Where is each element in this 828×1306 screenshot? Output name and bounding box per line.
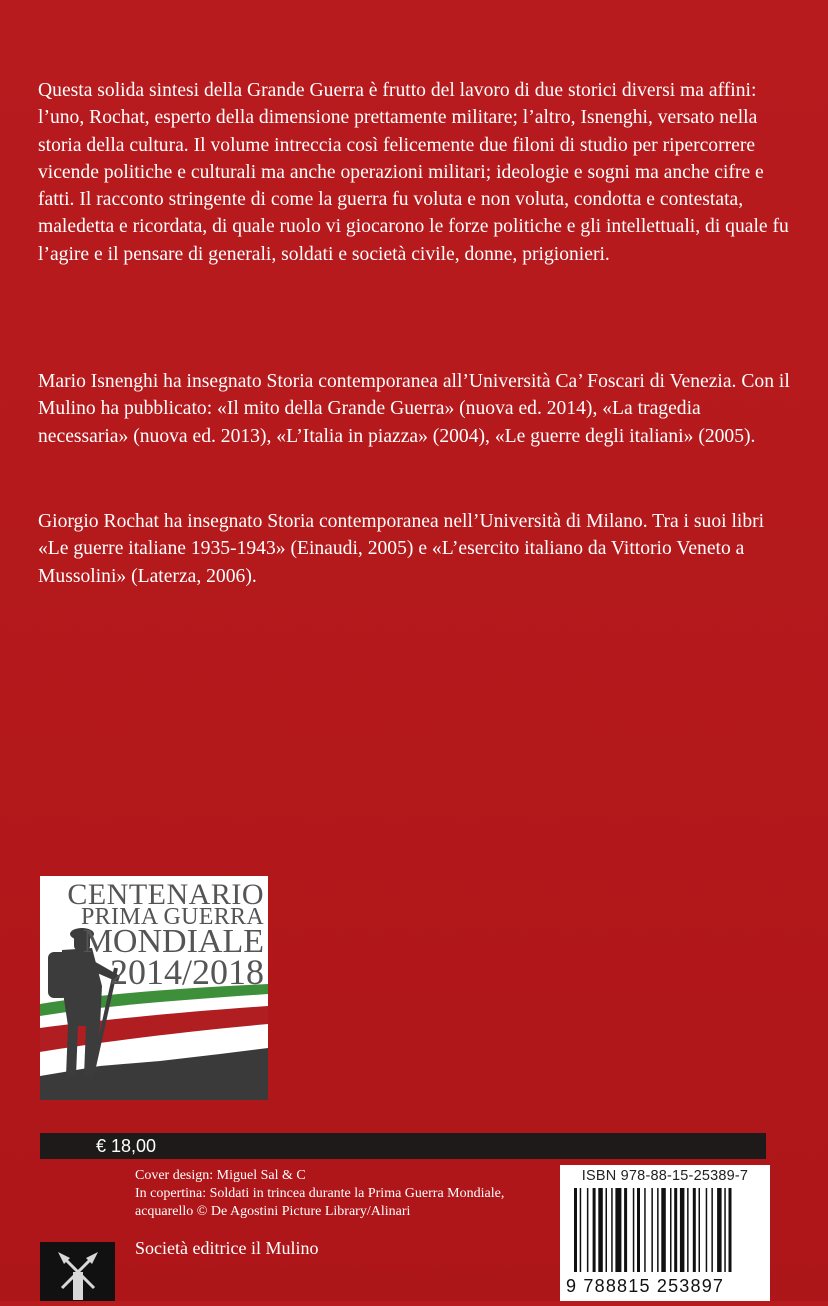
cover-image-credit: In copertina: Soldati in trincea durante la Prima Guerra Mondiale, [135,1186,505,1201]
price-label: € 18,00 [96,1136,157,1156]
book-summary: Questa solida sintesi della Grande Guerra è frutto del lavoro di due storici diversi ma affini: l’uno, Rochat, esperto della dimensione prettamente militare; l’altro, Isnenghi, versato nella storia della cultura. Il volume intreccia così felicemente due filoni di studio per ripercorrere vicende politiche e culturali ma anche operazioni militari; ideologie e sogni ma anche cifre e fatti. Il racconto stringente di come la guerra fu voluta e non voluta, condotta e contestata, maledetta e ricordata, di quale ruolo vi giocarono le forze politiche e gli intellettuali, di quale fu l’agire e il pensare di generali, soldati e società civile, donne, prigionieri. [38,80,789,265]
cover-design-credit: Cover design: Miguel Sal & C [135,1168,306,1183]
cover-image-source: acquarello © De Agostini Picture Library/Alinari [135,1204,411,1219]
isbn-label: ISBN 978-88-15-25389-7 [581,1168,749,1184]
mulino-windmill-icon [40,1242,115,1301]
barcode-digits: 9 788815 253897 [566,1276,725,1296]
logo-title-line3: MONDIALE [82,923,264,960]
logo-title-line4: 2014/2018 [109,952,264,992]
author-bio-isnenghi: Mario Isnenghi ha insegnato Storia contemporanea all’Università Ca’ Foscari di Venezia. Con il Mulino ha pubblicato: «Il mito della Grande Guerra» (nuova ed. 2014), «La tragedia necessaria» (nuova ed. 2013), «L’Italia in piazza» (2004), «Le guerre degli italiani» (2005). [38,371,790,447]
logo-title-line2: PRIMA GUERRA [81,904,264,930]
barcode-icon [568,1188,764,1274]
publisher-name: Società editrice il Mulino [135,1238,319,1258]
author-bio-rochat: Giorgio Rochat ha insegnato Storia contemporanea nell’Università di Milano. Tra i suoi libri «Le guerre italiane 1935-1943» (Einaudi, 2005) e «L’esercito italiano da Vittorio Veneto a Mussolini» (Laterza, 2006). [38,511,765,587]
centenario-logo [40,876,268,1100]
logo-title-line1: CENTENARIO [67,878,264,911]
